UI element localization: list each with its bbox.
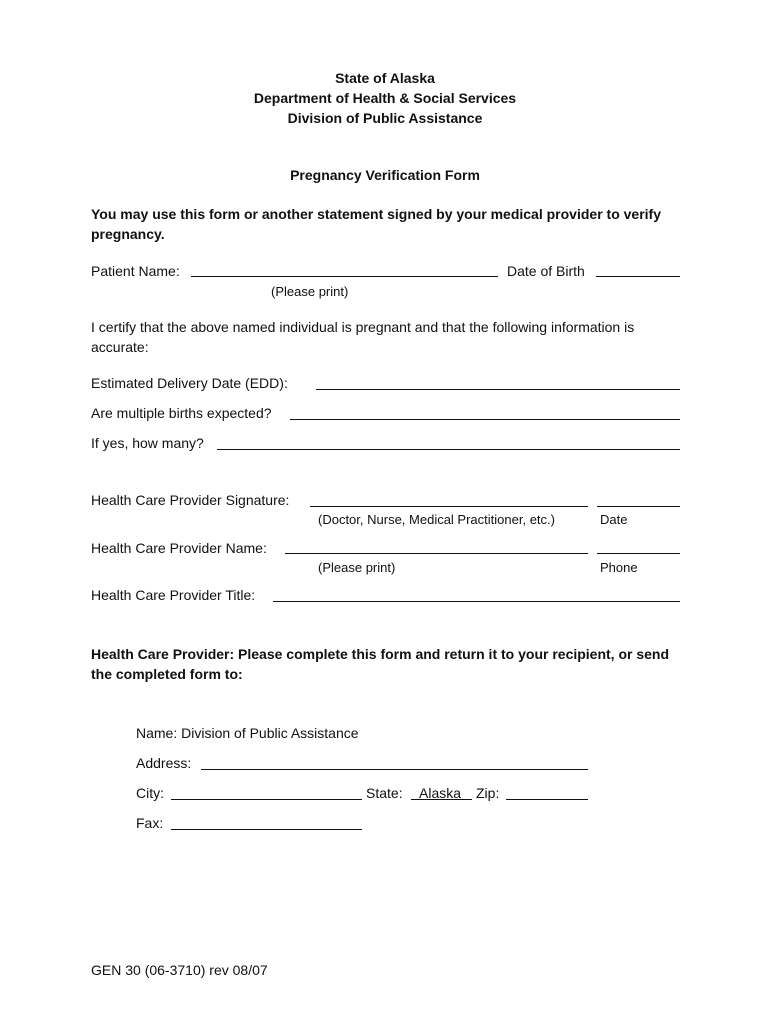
- patient-name-field[interactable]: [191, 276, 498, 277]
- dob-label: Date of Birth: [507, 263, 585, 279]
- dob-field[interactable]: [596, 276, 680, 277]
- multiple-births-field[interactable]: [290, 419, 680, 420]
- patient-name-label: Patient Name:: [91, 263, 180, 279]
- provider-name-field[interactable]: [285, 553, 588, 554]
- provider-name-hint: (Please print): [318, 560, 396, 575]
- fax-field[interactable]: [171, 829, 362, 830]
- form-number-footer: GEN 30 (06-3710) rev 08/07: [91, 962, 268, 978]
- fax-label: Fax:: [136, 815, 164, 831]
- provider-phone-field[interactable]: [597, 553, 680, 554]
- address-field[interactable]: [201, 769, 588, 770]
- state-value: Alaska: [419, 785, 462, 801]
- edd-field[interactable]: [316, 389, 680, 390]
- provider-signature-label: Health Care Provider Signature:: [91, 492, 290, 508]
- state-label: State:: [366, 785, 403, 801]
- zip-label: Zip:: [476, 785, 500, 801]
- header-state: State of Alaska: [335, 70, 435, 86]
- phone-hint: Phone: [600, 560, 638, 575]
- provider-signature-hint: (Doctor, Nurse, Medical Practitioner, etc.): [318, 512, 555, 527]
- return-name-line: Name: Division of Public Assistance: [136, 725, 359, 741]
- provider-name-label: Health Care Provider Name:: [91, 540, 267, 556]
- instructions-text: Health Care Provider: Please complete this form and return it to your recipient, or send the completed form to:: [91, 646, 670, 682]
- certify-text: I certify that the above named individual is pregnant and that the following information is accurate:: [91, 319, 635, 355]
- signature-date-field[interactable]: [597, 506, 680, 507]
- zip-field[interactable]: [506, 799, 588, 800]
- header-department: Department of Health & Social Services: [253, 90, 517, 106]
- provider-signature-field[interactable]: [310, 506, 588, 507]
- header-division: Division of Public Assistance: [287, 110, 483, 126]
- address-label: Address:: [136, 755, 192, 771]
- how-many-label: If yes, how many?: [91, 435, 204, 451]
- date-hint: Date: [600, 512, 628, 527]
- multiple-births-label: Are multiple births expected?: [91, 405, 272, 421]
- how-many-field[interactable]: [217, 449, 680, 450]
- edd-label: Estimated Delivery Date (EDD):: [91, 375, 288, 391]
- provider-title-field[interactable]: [273, 601, 680, 602]
- city-field[interactable]: [171, 799, 362, 800]
- provider-title-label: Health Care Provider Title:: [91, 587, 256, 603]
- city-label: City:: [136, 785, 164, 801]
- form-title: Pregnancy Verification Form: [290, 167, 480, 183]
- patient-name-hint: (Please print): [271, 284, 349, 299]
- intro-text: You may use this form or another statement signed by your medical provider to verify pregnancy.: [91, 206, 661, 242]
